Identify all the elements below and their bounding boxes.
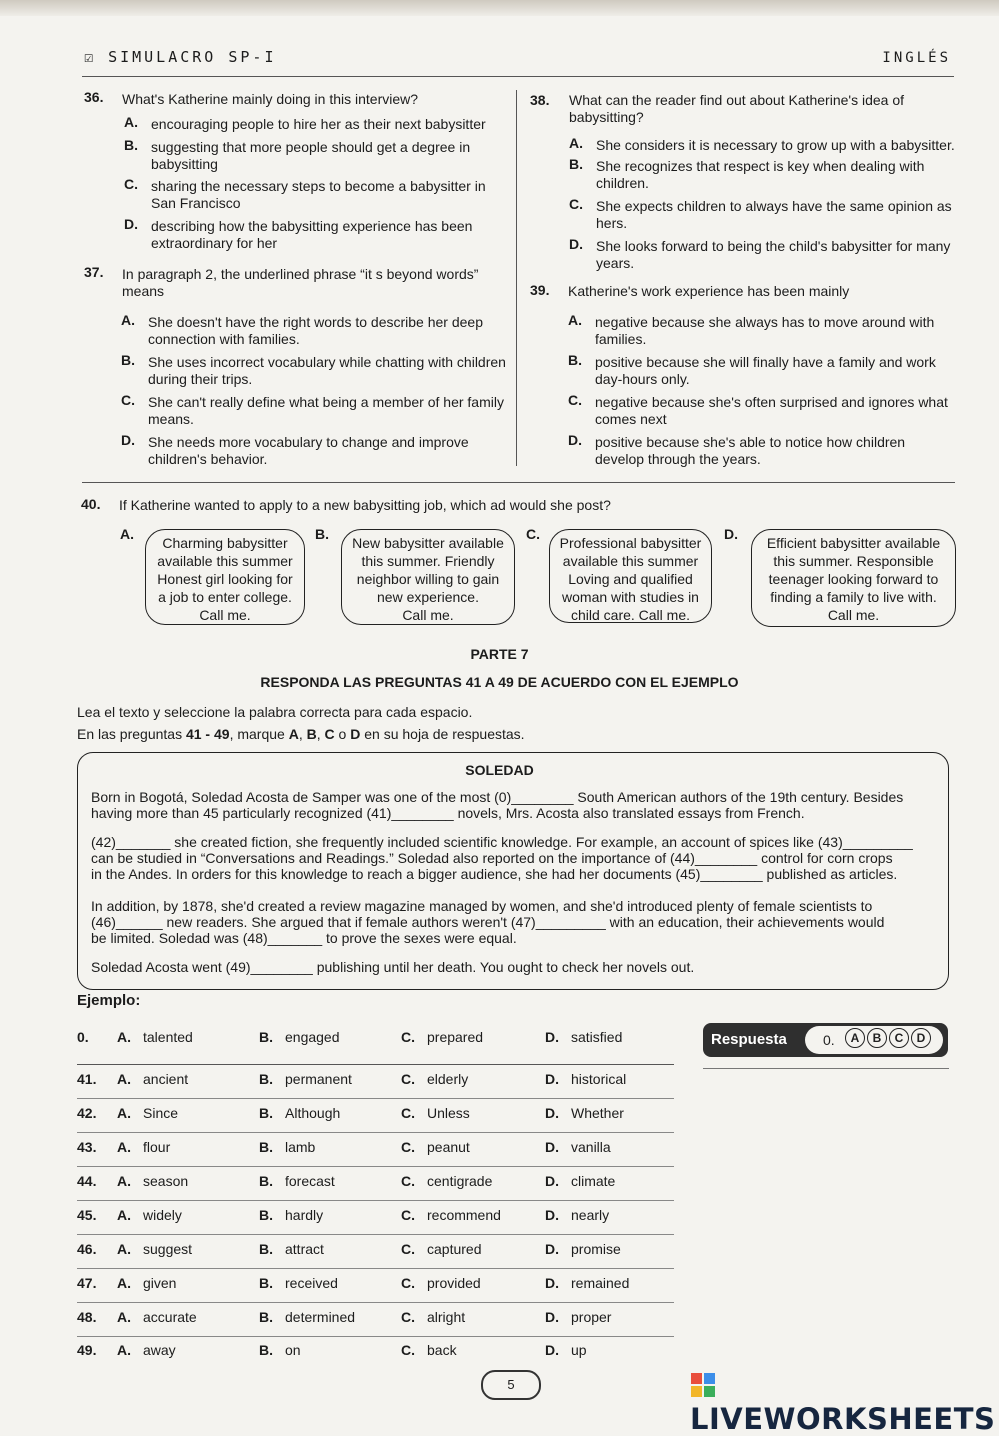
instr-text: , [298, 726, 307, 742]
option-text: sharing the necessary steps to become a babysitter in San Francisco [151, 178, 486, 211]
option-word: Although [285, 1105, 341, 1121]
passage-paragraph-1 [91, 789, 941, 821]
ad-option-d[interactable] [751, 529, 956, 627]
column-divider [516, 90, 517, 466]
logo-text: LIVEWORKSHEETS [690, 1402, 996, 1436]
instruction-1: Lea el texto y seleccione la palabra correcta para cada espacio. [77, 704, 473, 720]
ad-option-b[interactable] [341, 529, 515, 625]
answer-underline [703, 1068, 949, 1069]
passage-line: (42)_______ she created fiction, she frequently included scientific knowledge. For example, an account of spices like (43)_________ [91, 834, 913, 850]
option-word: ancient [143, 1071, 189, 1087]
answer-option-c[interactable] [401, 1173, 492, 1189]
checkbox-icon: ☑ [84, 48, 97, 66]
option-word: on [285, 1342, 301, 1358]
answer-option-a[interactable] [117, 1071, 188, 1087]
instr-text: En las preguntas [77, 726, 186, 742]
exam-title: SIMULACRO SP-I [108, 48, 277, 66]
row-number: 49. [77, 1342, 97, 1358]
option-word: historical [571, 1071, 627, 1087]
answer-option-a[interactable] [117, 1275, 176, 1291]
ad-letter[interactable]: A. [120, 526, 134, 542]
ad-line: available this summer [562, 553, 699, 569]
bubble-d[interactable]: D [911, 1028, 931, 1048]
option-letter: B. [259, 1207, 273, 1223]
answer-option-a[interactable] [117, 1309, 197, 1325]
example-answer-box [703, 1023, 948, 1057]
option-letter: D. [545, 1241, 559, 1257]
part-title: PARTE 7 [470, 646, 529, 662]
option-letter[interactable]: A. [121, 312, 135, 328]
option-letter: B. [259, 1241, 273, 1257]
option-word: engaged [285, 1029, 340, 1045]
option-word: captured [427, 1241, 482, 1257]
subject-label: INGLÉS [882, 50, 951, 66]
option-letter[interactable]: D. [121, 432, 135, 448]
option-word: nearly [571, 1207, 610, 1223]
section-divider [82, 482, 955, 483]
option-text: She considers it is necessary to grow up with a babysitter. [596, 137, 955, 153]
option-text: She expects children to always have the same opinion as hers. [596, 198, 952, 231]
page-number: 5 [481, 1370, 541, 1400]
answer-option-d[interactable] [545, 1309, 611, 1325]
exam-header [84, 48, 277, 66]
option-letter: C. [401, 1207, 415, 1223]
option-letter: D. [545, 1275, 559, 1291]
answer-option-c[interactable] [401, 1029, 483, 1045]
option-word: received [285, 1275, 338, 1291]
option-text: describing how the babysitting experience has been extraordinary for her [151, 218, 473, 251]
option-text: negative because she always has to move around with families. [595, 314, 935, 347]
option-word: suggest [143, 1241, 193, 1257]
ad-line: finding a family to live with. [770, 589, 937, 605]
passage-line: having more than 45 particularly recognized (41)________ novels, Mrs. Acosta also translated essays from French. [91, 805, 805, 821]
question-text: Katherine's work experience has been mainly [568, 283, 850, 299]
option-letter: B. [259, 1029, 273, 1045]
option-word: accurate [143, 1309, 197, 1325]
answer-option-b[interactable] [259, 1207, 323, 1223]
question-number: 38. [530, 92, 550, 108]
bubble-b[interactable]: B [867, 1028, 887, 1048]
question-number: 40. [81, 496, 101, 512]
option-letter[interactable]: A. [124, 114, 138, 130]
ad-line: Call me. [199, 607, 251, 623]
passage-line: be limited. Soledad was (48)_______ to prove the sexes were equal. [91, 930, 517, 946]
answer-option-a[interactable] [117, 1029, 193, 1045]
option-word: forecast [285, 1173, 335, 1189]
answer-option-d[interactable] [545, 1139, 611, 1155]
option-word: recommend [427, 1207, 501, 1223]
option-letter: D. [545, 1342, 559, 1358]
question-number: 37. [84, 264, 104, 280]
instr-letter: A [288, 726, 299, 742]
ad-line: Professional babysitter [559, 535, 702, 551]
option-letter[interactable]: D. [569, 236, 583, 252]
option-text: negative because she's often surprised and ignores what comes next [595, 394, 948, 427]
answer-option-a[interactable] [117, 1173, 188, 1189]
ad-line: New babysitter available [352, 535, 504, 551]
option-word: peanut [427, 1139, 470, 1155]
ad-option-a[interactable] [145, 529, 305, 625]
option-text: She can't really define what being a member of her family means. [148, 394, 504, 427]
instruction-2 [77, 726, 525, 742]
ad-line: new experience. [377, 589, 479, 605]
answer-option-b[interactable] [259, 1173, 335, 1189]
option-word: given [143, 1275, 177, 1291]
option-letter: C. [401, 1105, 415, 1121]
option-letter: A. [117, 1309, 131, 1325]
option-letter[interactable]: B. [568, 352, 582, 368]
question-number: 39. [530, 282, 550, 298]
instr-letter: D [350, 726, 361, 742]
question-text: What's Katherine mainly doing in this interview? [122, 91, 419, 107]
option-word: away [143, 1342, 176, 1358]
option-letter: D. [545, 1139, 559, 1155]
row-number: 43. [77, 1139, 97, 1155]
option-letter[interactable]: C. [568, 392, 582, 408]
row-number: 47. [77, 1275, 97, 1291]
answer-option-a[interactable] [117, 1241, 192, 1257]
answer-option-a[interactable] [117, 1139, 170, 1155]
option-word: Since [143, 1105, 179, 1121]
option-word: promise [571, 1241, 621, 1257]
answer-label: Respuesta [711, 1031, 787, 1048]
answer-option-b[interactable] [259, 1105, 340, 1121]
answer-option-c[interactable] [401, 1241, 481, 1257]
answer-option-b[interactable] [259, 1342, 301, 1358]
option-word: vanilla [571, 1139, 611, 1155]
row-divider [77, 1132, 674, 1133]
option-word: provided [427, 1275, 481, 1291]
ad-line: this summer. Responsible [773, 553, 934, 569]
option-letter: C. [401, 1173, 415, 1189]
option-word: talented [143, 1029, 193, 1045]
instr-letter: C [324, 726, 335, 742]
option-word: attract [285, 1241, 324, 1257]
option-word: prepared [427, 1029, 484, 1045]
option-word: season [143, 1173, 189, 1189]
option-letter: A. [117, 1241, 131, 1257]
option-letter: C. [401, 1071, 415, 1087]
answer-option-b[interactable] [259, 1139, 315, 1155]
row-divider [77, 1166, 674, 1167]
option-word: flour [143, 1139, 171, 1155]
passage-line: Soledad Acosta went (49)________ publishing until her death. You ought to check her novels out. [91, 959, 695, 975]
option-letter[interactable]: D. [568, 432, 582, 448]
option-letter[interactable]: A. [569, 135, 583, 151]
answer-bubbles [805, 1026, 943, 1054]
answer-option-c[interactable] [401, 1309, 465, 1325]
option-letter: B. [259, 1173, 273, 1189]
row-divider [77, 1302, 674, 1303]
option-word: remained [571, 1275, 630, 1291]
part-subtitle: RESPONDA LAS PREGUNTAS 41 A 49 DE ACUERDO CON EL EJEMPLO [260, 674, 739, 690]
answer-option-a[interactable] [117, 1207, 182, 1223]
example-divider [77, 1064, 674, 1065]
option-letter: A. [117, 1029, 131, 1045]
option-letter: A. [117, 1139, 131, 1155]
answer-option-b[interactable] [259, 1309, 355, 1325]
ad-line: available this summer [157, 553, 293, 569]
option-word: centigrade [427, 1173, 493, 1189]
row-number: 48. [77, 1309, 97, 1325]
option-text: encouraging people to hire her as their next babysitter [151, 116, 486, 132]
answer-option-c[interactable] [401, 1071, 468, 1087]
option-word: proper [571, 1309, 612, 1325]
option-word: Whether [571, 1105, 624, 1121]
liveworksheets-logo [690, 1368, 999, 1436]
option-letter: A. [117, 1275, 131, 1291]
ad-letter[interactable]: D. [724, 526, 738, 542]
answer-option-d[interactable] [545, 1275, 629, 1291]
passage-paragraph-4 [91, 959, 941, 975]
option-word: climate [571, 1173, 616, 1189]
row-number: 46. [77, 1241, 97, 1257]
option-letter: C. [401, 1139, 415, 1155]
option-word: Unless [427, 1105, 470, 1121]
option-letter[interactable]: C. [121, 392, 135, 408]
option-letter[interactable]: C. [569, 196, 583, 212]
instr-text: en su hoja de respuestas. [360, 726, 525, 742]
option-letter: B. [259, 1309, 273, 1325]
answer-option-b[interactable] [259, 1241, 324, 1257]
option-letter: A. [117, 1342, 131, 1358]
row-number: 42. [77, 1105, 97, 1121]
question-text: If Katherine wanted to apply to a new babysitting job, which ad would she post? [119, 497, 611, 513]
option-letter: A. [117, 1173, 131, 1189]
row-number: 0. [77, 1029, 89, 1045]
answer-option-c[interactable] [401, 1275, 481, 1291]
ad-line: Call me. [402, 607, 454, 623]
answer-number: 0. [823, 1032, 835, 1048]
option-text: She recognizes that respect is key when dealing with children. [596, 158, 925, 191]
answer-option-b[interactable] [259, 1029, 340, 1045]
ad-line: Honest girl looking for [157, 571, 293, 587]
answer-option-c[interactable] [401, 1342, 457, 1358]
ad-line: Call me. [827, 607, 880, 623]
answer-option-d[interactable] [545, 1342, 587, 1358]
answer-option-b[interactable] [259, 1275, 338, 1291]
option-letter[interactable]: B. [569, 156, 583, 172]
option-text: positive because she will finally have a family and work day-hours only. [595, 354, 936, 387]
row-divider [77, 1098, 674, 1099]
option-letter: C. [401, 1309, 415, 1325]
ad-line: woman with studies in [562, 589, 699, 605]
instr-range: 41 - 49 [185, 726, 230, 742]
option-letter[interactable]: B. [124, 137, 138, 153]
option-letter: C. [401, 1275, 415, 1291]
option-word: permanent [285, 1071, 352, 1087]
option-word: elderly [427, 1071, 469, 1087]
option-letter: B. [259, 1275, 273, 1291]
answer-option-d[interactable] [545, 1241, 621, 1257]
bubble-c[interactable]: C [889, 1028, 909, 1048]
ad-option-c[interactable] [549, 529, 712, 623]
option-text: She doesn't have the right words to describe her deep connection with families. [148, 314, 483, 347]
instr-text: , [316, 726, 325, 742]
bubble-a[interactable]: A [845, 1028, 865, 1048]
option-letter[interactable]: D. [124, 216, 138, 232]
option-letter: D. [545, 1309, 559, 1325]
passage-line: (46)______ new readers. She argued that if female authors weren't (47)_________ with an education, their achievements would [91, 914, 885, 930]
instr-letter: B [306, 726, 317, 742]
passage-paragraph-3 [91, 898, 941, 946]
answer-option-a[interactable] [117, 1342, 176, 1358]
option-word: determined [285, 1309, 356, 1325]
answer-option-a[interactable] [117, 1105, 178, 1121]
row-number: 45. [77, 1207, 97, 1223]
option-letter: D. [545, 1105, 559, 1121]
option-letter[interactable]: B. [121, 352, 135, 368]
answer-option-c[interactable] [401, 1207, 501, 1223]
option-letter: B. [259, 1105, 273, 1121]
ad-line: Efficient babysitter available [766, 535, 941, 551]
option-text: She needs more vocabulary to change and improve children's behavior. [148, 434, 469, 467]
passage-paragraph-2 [91, 834, 941, 882]
ad-line: Charming babysitter [162, 535, 288, 551]
row-number: 41. [77, 1071, 97, 1087]
ad-line: this summer. Friendly [361, 553, 495, 569]
option-letter: D. [545, 1173, 559, 1189]
option-letter: C. [401, 1029, 415, 1045]
option-letter: C. [401, 1241, 415, 1257]
passage-line: Born in Bogotá, Soledad Acosta de Samper was one of the most (0)________ South American authors of the 19th century. Besides [91, 789, 904, 805]
option-letter: B. [259, 1139, 273, 1155]
option-word: satisfied [571, 1029, 623, 1045]
instr-text: , marque [229, 726, 289, 742]
option-text: positive because she's able to notice how children develop through the years. [595, 434, 906, 467]
row-divider [77, 1268, 674, 1269]
answer-option-b[interactable] [259, 1071, 352, 1087]
option-word: hardly [285, 1207, 324, 1223]
option-text: She uses incorrect vocabulary while chatting with children during their trips. [148, 354, 506, 387]
option-letter: A. [117, 1071, 131, 1087]
scan-top-edge [0, 0, 999, 16]
option-word: up [571, 1342, 587, 1358]
answer-option-d[interactable] [545, 1029, 622, 1045]
ad-line: a job to enter college. [158, 589, 292, 605]
question-number: 36. [84, 89, 104, 105]
instr-text: o [334, 726, 351, 742]
option-letter: B. [259, 1071, 273, 1087]
answer-option-d[interactable] [545, 1071, 626, 1087]
option-word: widely [143, 1207, 182, 1223]
option-letter[interactable]: A. [568, 312, 582, 328]
answer-option-d[interactable] [545, 1207, 609, 1223]
ad-line: neighbor willing to gain [356, 571, 500, 587]
row-divider [77, 1336, 674, 1337]
header-divider [82, 76, 954, 77]
answer-option-c[interactable] [401, 1139, 470, 1155]
question-text: What can the reader find out about Katherine's idea of babysitting? [569, 92, 905, 125]
ad-letter[interactable]: C. [526, 526, 540, 542]
option-letter: A. [117, 1207, 131, 1223]
ad-letter[interactable]: B. [315, 526, 329, 542]
ad-line: Loving and qualified [568, 571, 693, 587]
row-divider [77, 1234, 674, 1235]
option-letter: C. [401, 1342, 415, 1358]
passage-line: can be studied in “Conversations and Readings.” Soledad also reported on the importance of (44)________ control for corn crops [91, 850, 893, 866]
example-label: Ejemplo: [77, 992, 141, 1009]
option-letter: A. [117, 1105, 131, 1121]
option-word: alright [427, 1309, 466, 1325]
passage-line: In addition, by 1878, she'd created a review magazine managed by women, and she'd introduced plenty of female scientists to [91, 898, 873, 914]
answer-option-d[interactable] [545, 1173, 615, 1189]
ad-line: child care. Call me. [570, 607, 691, 623]
option-text: She looks forward to being the child's babysitter for many years. [596, 238, 951, 271]
option-text: suggesting that more people should get a degree in babysitting [151, 139, 471, 172]
row-number: 44. [77, 1173, 97, 1189]
option-letter[interactable]: C. [124, 176, 138, 192]
option-word: back [427, 1342, 457, 1358]
ad-line: teenager looking forward to [768, 571, 939, 587]
option-word: lamb [285, 1139, 316, 1155]
option-letter: D. [545, 1207, 559, 1223]
option-letter: B. [259, 1342, 273, 1358]
passage-line: in the Andes. In orders for this knowledge to reach a bigger audience, she had her documents (45)________ published as articles. [91, 866, 898, 882]
option-letter: D. [545, 1029, 559, 1045]
option-letter: D. [545, 1071, 559, 1087]
liveworksheets-icon [690, 1372, 716, 1398]
question-text: In paragraph 2, the underlined phrase “it s beyond words” means [122, 266, 479, 299]
row-divider [77, 1200, 674, 1201]
passage-title: SOLEDAD [465, 762, 534, 778]
answer-option-c[interactable] [401, 1105, 470, 1121]
answer-option-d[interactable] [545, 1105, 624, 1121]
